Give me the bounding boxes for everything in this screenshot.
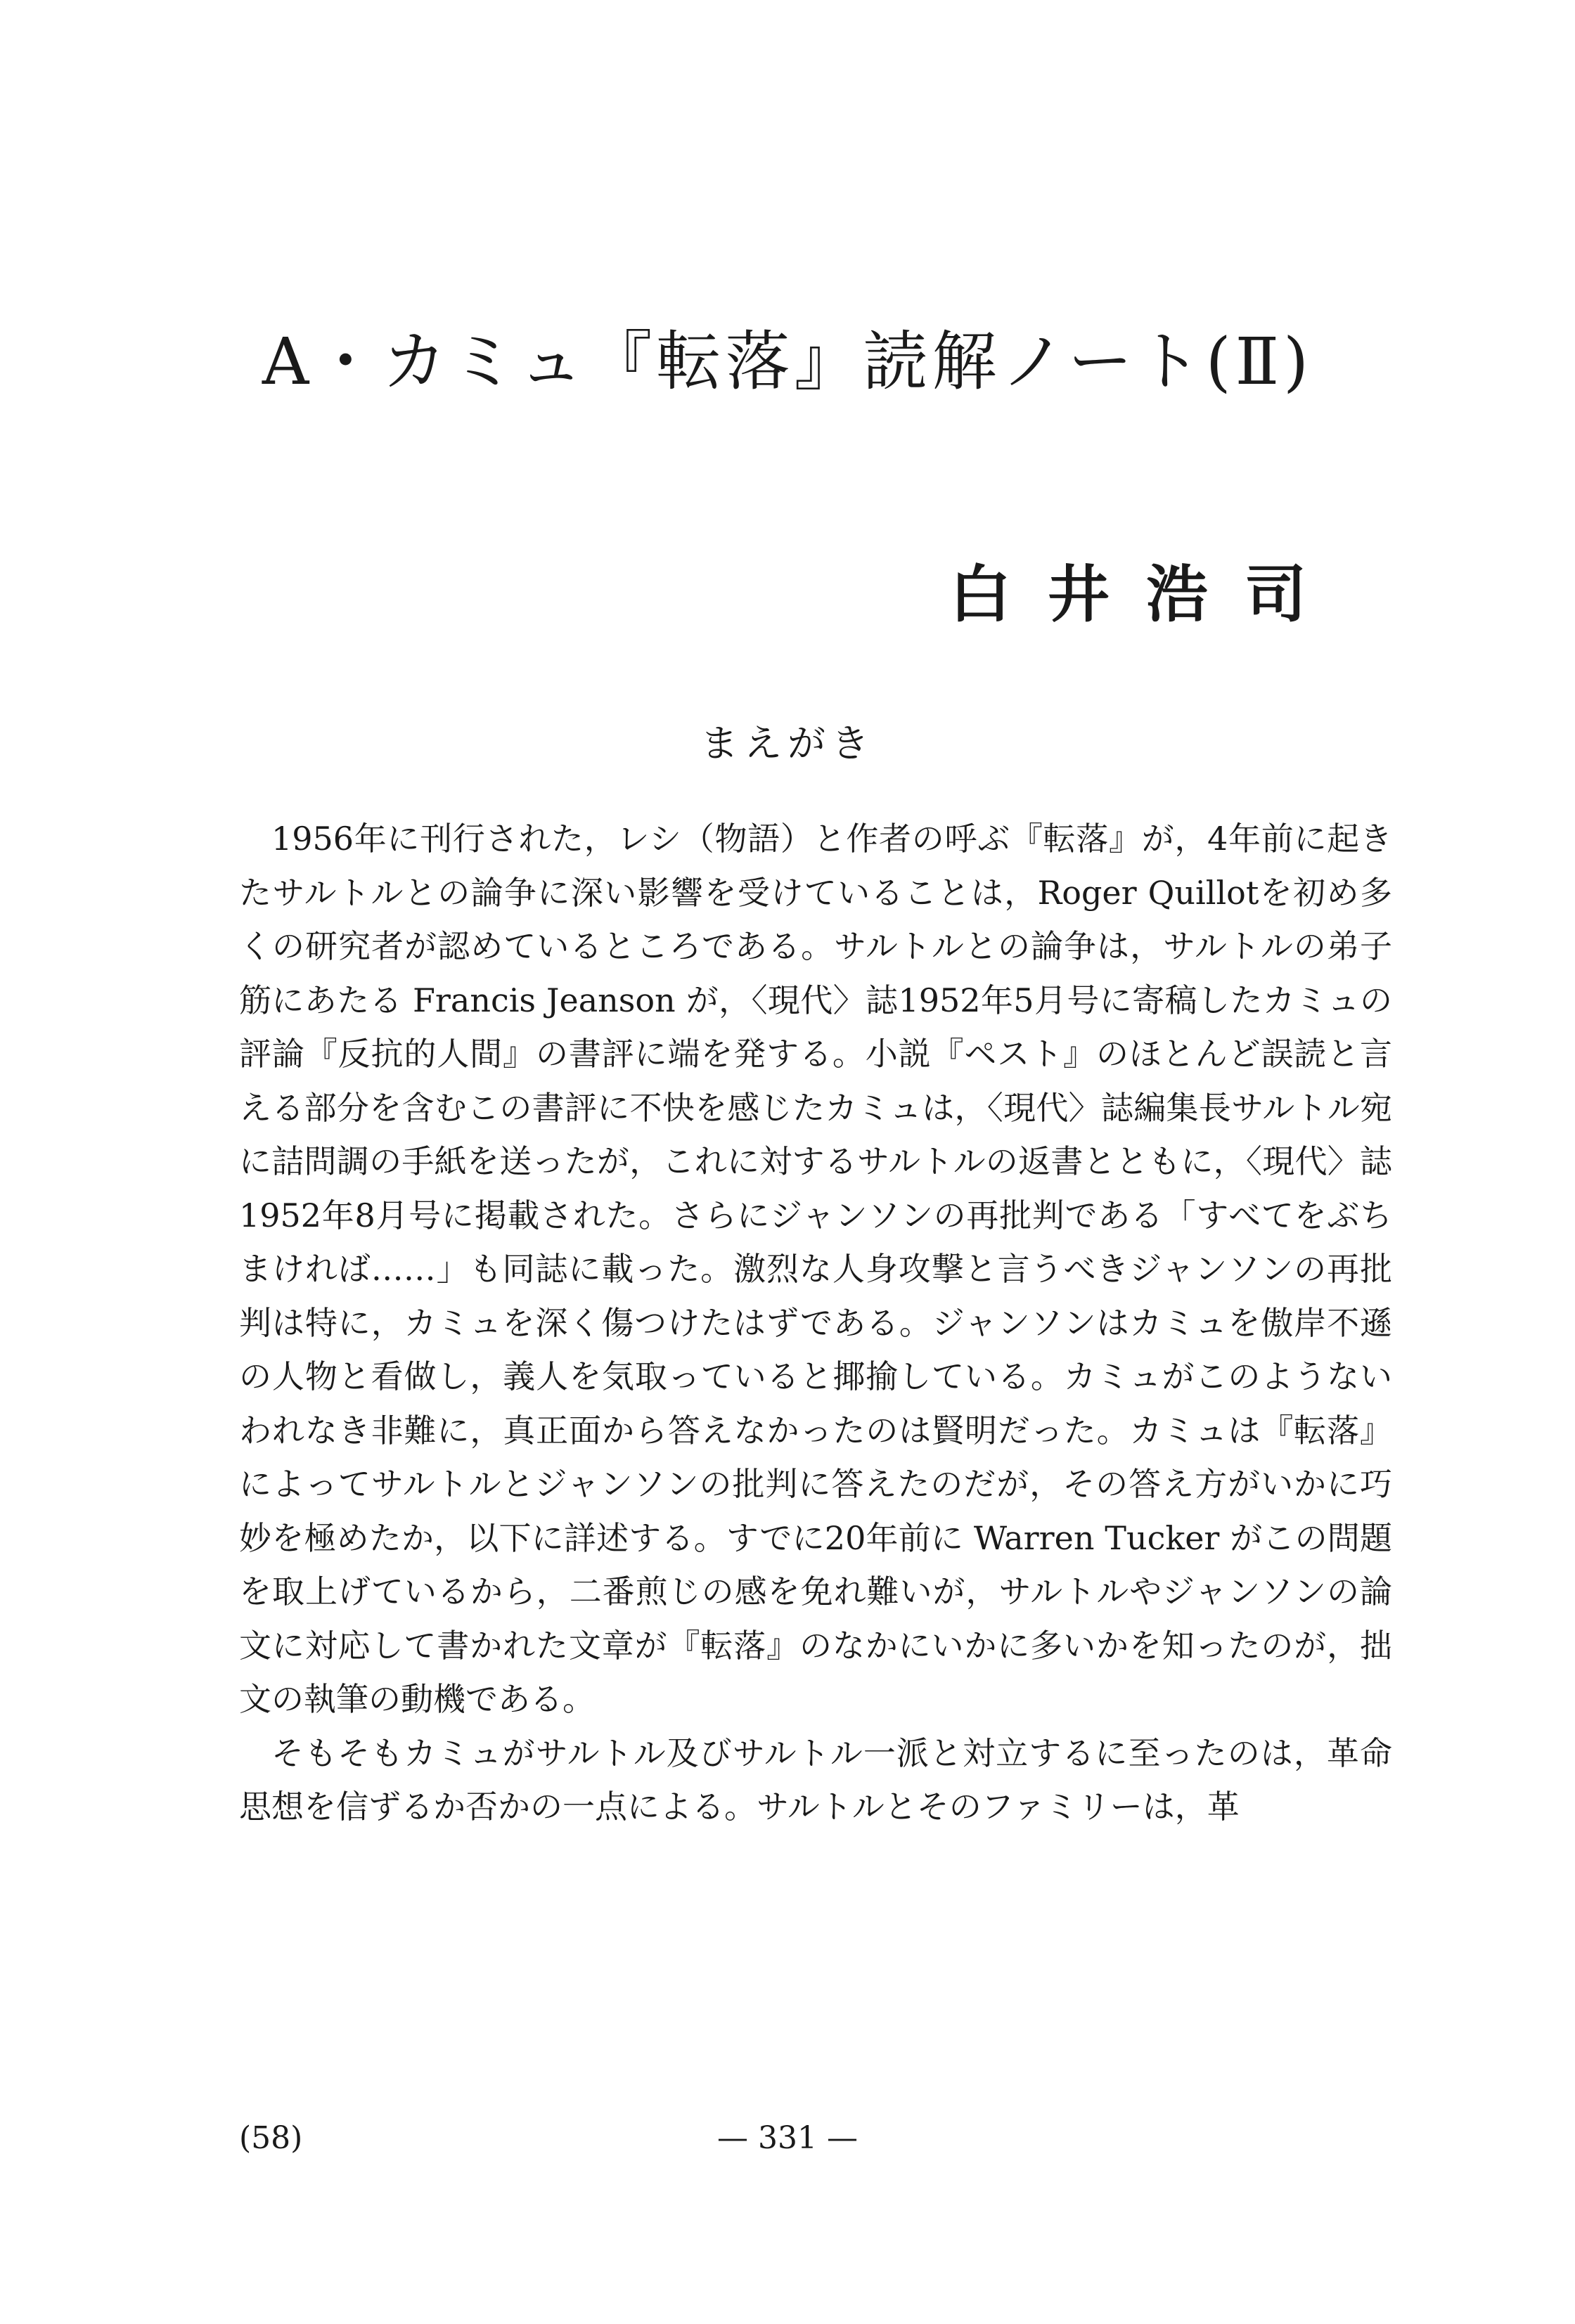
section-heading: まえがき — [700, 721, 875, 766]
page-number-left: (58) — [239, 2120, 303, 2156]
paragraph-1: 1956年に刊行された，レシ（物語）と作者の呼ぶ『転落』が，4年前に起きたサルトルとの論争に深い影響を受けていることは，Roger Quillotを初め多くの研究者が認めているところである。サルトルとの論争は，サルトルの弟子筋にあたる Francis Jeanson が，〈現代〉誌1952年5月号に寄稿したカミュの評論『反抗的人間』の書評に端を発する。小説『ペスト』のほとんど誤読と言える部分を含むこの書評に不快を感じたカミュは，〈現代〉誌編集長サルトル宛に詰問調の手紙を送ったが，これに対するサルトルの返書とともに，〈現代〉誌1952年8月号に掲載された。さらにジャンソンの再批判である「すべてをぶちまければ……」も同誌に載った。激烈な人身攻撃と言うべきジャンソンの再批判は特に，カミュを深く傷つけたはずである。ジャンソンはカミュを傲岸不遜の人物と看做し，義人を気取っていると揶揄している。カミュがこのようないわれなき非難に，真正面から答えなかったのは賢明だった。カミュは『転落』によってサルトルとジャンソンの批判に答えたのだが，その答え方がいかに巧妙を極めたか，以下に詳述する。すでに20年前に Warren Tucker がこの問題を取上げているから，二番煎じの感を免れ難いが，サルトルやジャンソンの論文に対応して書かれた文章が『転落』のなかにいかに多いかを知ったのが，拙文の執筆の動機である。 — [239, 820, 1392, 1718]
body-text — [239, 812, 1392, 1834]
page-number-center: — 331 — — [717, 2120, 858, 2156]
paragraph-2: そもそもカミュがサルトル及びサルトル一派と対立するに至ったのは，革命思想を信ずるか否かの一点による。サルトルとそのファミリーは，革 — [239, 1734, 1392, 1826]
author-name: 白井浩司 — [949, 557, 1343, 631]
article-title: A・カミュ『転落』読解ノート(Ⅱ) — [262, 324, 1313, 399]
